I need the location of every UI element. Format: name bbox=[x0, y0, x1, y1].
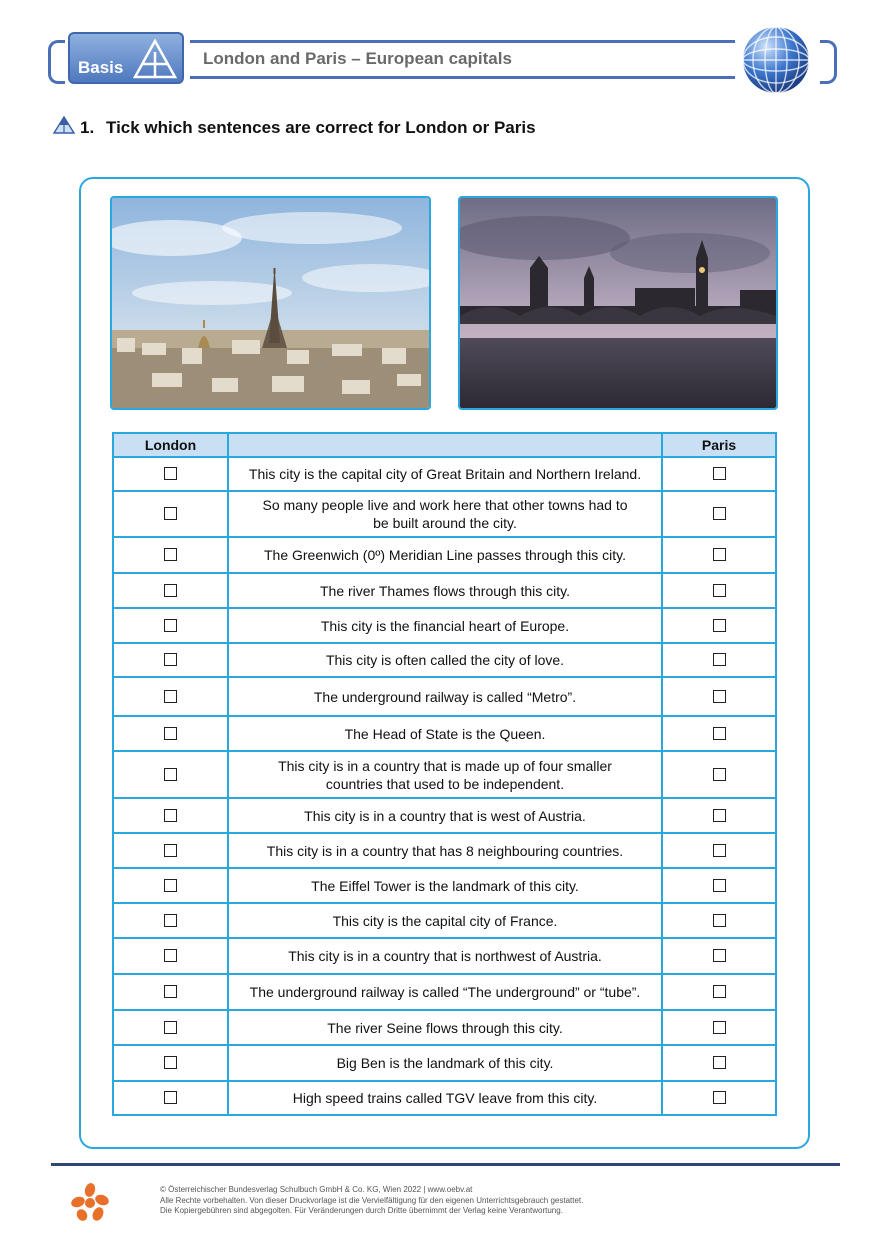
paris-cell bbox=[662, 608, 776, 643]
column-header-london: London bbox=[113, 433, 228, 457]
table-row bbox=[113, 868, 776, 903]
london-cell bbox=[113, 573, 228, 608]
statement-cell bbox=[228, 608, 662, 643]
statement-cell bbox=[228, 457, 662, 491]
statement-cell bbox=[228, 716, 662, 751]
statement-cell bbox=[228, 537, 662, 573]
paris-cell bbox=[662, 833, 776, 868]
table-row bbox=[113, 798, 776, 833]
footer-copyright bbox=[160, 1185, 583, 1217]
paris-checkbox[interactable] bbox=[713, 844, 726, 857]
statement-text: High speed trains called TGV leave from this city. bbox=[292, 1090, 598, 1106]
header-bracket-left bbox=[48, 40, 65, 84]
table-row bbox=[113, 938, 776, 974]
paris-cell bbox=[662, 491, 776, 537]
london-cell bbox=[113, 938, 228, 974]
paris-cell bbox=[662, 1081, 776, 1115]
task-number: 1. bbox=[80, 118, 95, 137]
paris-cell bbox=[662, 643, 776, 677]
task-instruction: Tick which sentences are correct for London or Paris bbox=[106, 118, 536, 137]
table-row bbox=[113, 1081, 776, 1115]
paris-checkbox[interactable] bbox=[713, 548, 726, 561]
header-bracket-right bbox=[820, 40, 837, 84]
statement-cell bbox=[228, 1045, 662, 1081]
london-checkbox[interactable] bbox=[164, 768, 177, 781]
footer-line-1: © Österreichischer Bundesverlag Schulbuch GmbH & Co. KG, Wien 2022 | www.oebv.at bbox=[160, 1185, 473, 1194]
paris-cell bbox=[662, 798, 776, 833]
table-row bbox=[113, 974, 776, 1010]
statement-cell bbox=[228, 903, 662, 938]
table-row bbox=[113, 457, 776, 491]
paris-checkbox[interactable] bbox=[713, 879, 726, 892]
paris-checkbox[interactable] bbox=[713, 619, 726, 632]
london-cell bbox=[113, 903, 228, 938]
statement-text: countries that used to be independent. bbox=[325, 775, 565, 792]
london-cell bbox=[113, 1010, 228, 1045]
london-cell bbox=[113, 798, 228, 833]
statement-text: Big Ben is the landmark of this city. bbox=[336, 1055, 554, 1071]
london-checkbox[interactable] bbox=[164, 653, 177, 666]
statement-text: This city is the capital city of Great Britain and Northern Ireland. bbox=[248, 466, 642, 482]
paris-cell bbox=[662, 716, 776, 751]
table-row bbox=[113, 751, 776, 798]
statement-text: The underground railway is called “Metro”. bbox=[313, 688, 577, 705]
header-rule-bottom bbox=[190, 76, 735, 79]
table-row bbox=[113, 1045, 776, 1081]
london-checkbox[interactable] bbox=[164, 507, 177, 520]
paris-cell bbox=[662, 457, 776, 491]
paris-cell bbox=[662, 677, 776, 716]
page-title: London and Paris – European capitals bbox=[203, 49, 512, 68]
paris-checkbox[interactable] bbox=[713, 467, 726, 480]
paris-cell bbox=[662, 938, 776, 974]
paris-checkbox[interactable] bbox=[713, 584, 726, 597]
statement-cell bbox=[228, 643, 662, 677]
london-cell bbox=[113, 1081, 228, 1115]
london-checkbox[interactable] bbox=[164, 879, 177, 892]
paris-cell bbox=[662, 868, 776, 903]
statement-cell bbox=[228, 1010, 662, 1045]
basis-badge bbox=[68, 32, 184, 84]
london-cell bbox=[113, 1045, 228, 1081]
paris-checkbox[interactable] bbox=[713, 914, 726, 927]
globe-icon bbox=[740, 24, 812, 96]
statement-cell bbox=[228, 751, 662, 798]
london-checkbox[interactable] bbox=[164, 949, 177, 962]
london-checkbox[interactable] bbox=[164, 844, 177, 857]
london-cell bbox=[113, 868, 228, 903]
statement-text: The river Seine flows through this city. bbox=[327, 1019, 563, 1036]
paris-checkbox[interactable] bbox=[713, 727, 726, 740]
london-checkbox[interactable] bbox=[164, 548, 177, 561]
london-cell bbox=[113, 716, 228, 751]
footer-line-2: Alle Rechte vorbehalten. Von dieser Druckvorlage ist die Vervielfältigung für den eigenen Unterrichtsgebrauch gestattet. bbox=[160, 1195, 584, 1205]
paris-checkbox[interactable] bbox=[713, 1091, 726, 1104]
table-row bbox=[113, 491, 776, 537]
london-cell bbox=[113, 833, 228, 868]
table-row bbox=[113, 573, 776, 608]
table-row bbox=[113, 833, 776, 868]
table-row bbox=[113, 608, 776, 643]
statement-text: The underground railway is called “The underground” or “tube”. bbox=[249, 984, 641, 1000]
statement-text: This city is often called the city of love. bbox=[325, 652, 565, 668]
paris-checkbox[interactable] bbox=[713, 809, 726, 822]
statement-text: This city is in a country that has 8 neighbouring countries. bbox=[266, 842, 624, 859]
paris-cell bbox=[662, 1010, 776, 1045]
paris-checkbox[interactable] bbox=[713, 507, 726, 520]
london-cell bbox=[113, 491, 228, 537]
london-checkbox[interactable] bbox=[164, 985, 177, 998]
paris-checkbox[interactable] bbox=[713, 1056, 726, 1069]
table-row bbox=[113, 903, 776, 938]
london-cell bbox=[113, 974, 228, 1010]
column-header-statement bbox=[228, 433, 662, 457]
london-photo bbox=[458, 196, 778, 410]
statement-cell bbox=[228, 491, 662, 537]
paris-checkbox[interactable] bbox=[713, 1021, 726, 1034]
london-checkbox[interactable] bbox=[164, 584, 177, 597]
footer-line-3: Die Kopiergebühren sind abgegolten. Für Veränderungen durch Dritte übernimmt der Verlag keine Verantwortung. bbox=[160, 1206, 563, 1215]
london-cell bbox=[113, 608, 228, 643]
basis-label: Basis bbox=[78, 58, 124, 77]
statement-cell bbox=[228, 573, 662, 608]
statement-text: This city is in a country that is made up of four smaller bbox=[278, 757, 612, 774]
table-row bbox=[113, 537, 776, 573]
paris-cell bbox=[662, 974, 776, 1010]
statement-text: This city is the financial heart of Europe. bbox=[320, 617, 570, 634]
statement-text: This city is in a country that is northwest of Austria. bbox=[288, 948, 602, 964]
london-checkbox[interactable] bbox=[164, 727, 177, 740]
london-cell bbox=[113, 643, 228, 677]
london-cell bbox=[113, 457, 228, 491]
statement-cell bbox=[228, 974, 662, 1010]
london-checkbox[interactable] bbox=[164, 690, 177, 703]
statement-cell bbox=[228, 677, 662, 716]
paris-cell bbox=[662, 751, 776, 798]
column-header-paris: Paris bbox=[662, 433, 776, 457]
header-rule-top bbox=[190, 40, 735, 43]
statement-cell bbox=[228, 798, 662, 833]
london-cell bbox=[113, 677, 228, 716]
statement-cell bbox=[228, 833, 662, 868]
london-checkbox[interactable] bbox=[164, 1056, 177, 1069]
statement-text: So many people live and work here that other towns had to bbox=[262, 497, 628, 513]
paris-photo bbox=[110, 196, 431, 410]
statement-text: The river Thames flows through this city. bbox=[319, 582, 571, 599]
paris-cell bbox=[662, 573, 776, 608]
london-checkbox[interactable] bbox=[164, 809, 177, 822]
london-checkbox[interactable] bbox=[164, 914, 177, 927]
table-row bbox=[113, 677, 776, 716]
level-icon bbox=[53, 116, 75, 134]
paris-checkbox[interactable] bbox=[713, 985, 726, 998]
statement-text: This city is the capital city of France. bbox=[332, 912, 558, 929]
london-checkbox[interactable] bbox=[164, 1021, 177, 1034]
statement-text: The Eiffel Tower is the landmark of this city. bbox=[311, 877, 579, 894]
statement-cell bbox=[228, 938, 662, 974]
table-header-row bbox=[113, 433, 776, 457]
paris-cell bbox=[662, 903, 776, 938]
london-cell bbox=[113, 751, 228, 798]
statement-cell bbox=[228, 1081, 662, 1115]
london-cell bbox=[113, 537, 228, 573]
london-checkbox[interactable] bbox=[164, 1091, 177, 1104]
statement-cell bbox=[228, 868, 662, 903]
paris-cell bbox=[662, 1045, 776, 1081]
table-row bbox=[113, 643, 776, 677]
statement-text: This city is in a country that is west of Austria. bbox=[304, 807, 586, 824]
paris-checkbox[interactable] bbox=[713, 949, 726, 962]
paris-cell bbox=[662, 537, 776, 573]
table-row bbox=[113, 1010, 776, 1045]
london-checkbox[interactable] bbox=[164, 619, 177, 632]
statement-text: The Head of State is the Queen. bbox=[344, 725, 546, 742]
level-triangle-icon bbox=[132, 38, 178, 80]
paris-checkbox[interactable] bbox=[713, 653, 726, 666]
statement-text: be built around the city. bbox=[373, 515, 517, 531]
table-row bbox=[113, 716, 776, 751]
paris-checkbox[interactable] bbox=[713, 690, 726, 703]
quiz-table bbox=[112, 432, 777, 1116]
paris-checkbox[interactable] bbox=[713, 768, 726, 781]
statement-text: The Greenwich (0º) Meridian Line passes through this city. bbox=[263, 547, 627, 563]
publisher-logo-icon bbox=[70, 1182, 110, 1222]
footer-rule bbox=[51, 1163, 840, 1166]
london-checkbox[interactable] bbox=[164, 467, 177, 480]
